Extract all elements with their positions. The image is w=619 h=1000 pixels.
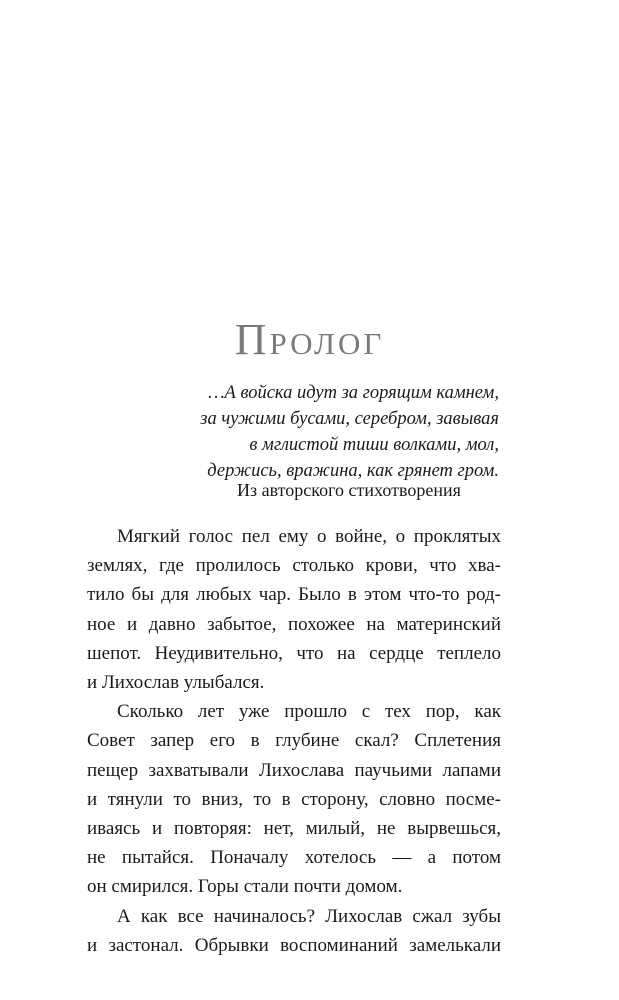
- epigraph-source: Из авторского стихотворения: [237, 480, 461, 500]
- epigraph-line: в мглистой тиши волками, мол,: [249, 435, 499, 455]
- chapter-title: Пролог: [234, 315, 385, 364]
- text-line: землях, где пролилось столько крови, что хва-: [87, 555, 501, 577]
- epigraph: [79, 380, 499, 484]
- text-line: он смирился. Горы стали почти домом.: [87, 876, 403, 898]
- text-line: и тянули то вниз, то в сторону, словно посме-: [87, 788, 501, 810]
- epigraph-line: держись, вражина, как грянет гром.: [207, 461, 499, 481]
- text-line: А как все начиналось? Лихослав сжал зубы: [117, 905, 501, 927]
- text-line: иваясь и повторяя: нет, милый, не вырвешься,: [87, 818, 501, 840]
- text-line: и застонал. Обрывки воспоминаний замелькали: [87, 934, 501, 956]
- text-line: Совет запер его в глубине скал? Сплетения: [87, 730, 501, 752]
- text-line: Сколько лет уже прошло с тех пор, как: [117, 701, 501, 723]
- text-line: Мягкий голос пел ему о войне, о проклятых: [117, 526, 501, 547]
- epigraph-line: за чужими бусами, серебром, завывая: [200, 409, 499, 429]
- body-text: [87, 522, 501, 960]
- text-line: шепот. Неудивительно, что на сердце теплело: [87, 642, 501, 664]
- text-line: ное и давно забытое, похожее на материнский: [87, 613, 501, 635]
- text-line: не пытайся. Поначалу хотелось — а потом: [87, 847, 501, 869]
- epigraph-line: …А войска идут за горящим камнем,: [208, 383, 499, 403]
- text-line: тило бы для любых чар. Было в этом что-то род-: [87, 584, 501, 606]
- text-line: и Лихослав улыбался.: [87, 672, 265, 694]
- text-line: пещер захватывали Лихослава паучьими лапами: [87, 759, 501, 781]
